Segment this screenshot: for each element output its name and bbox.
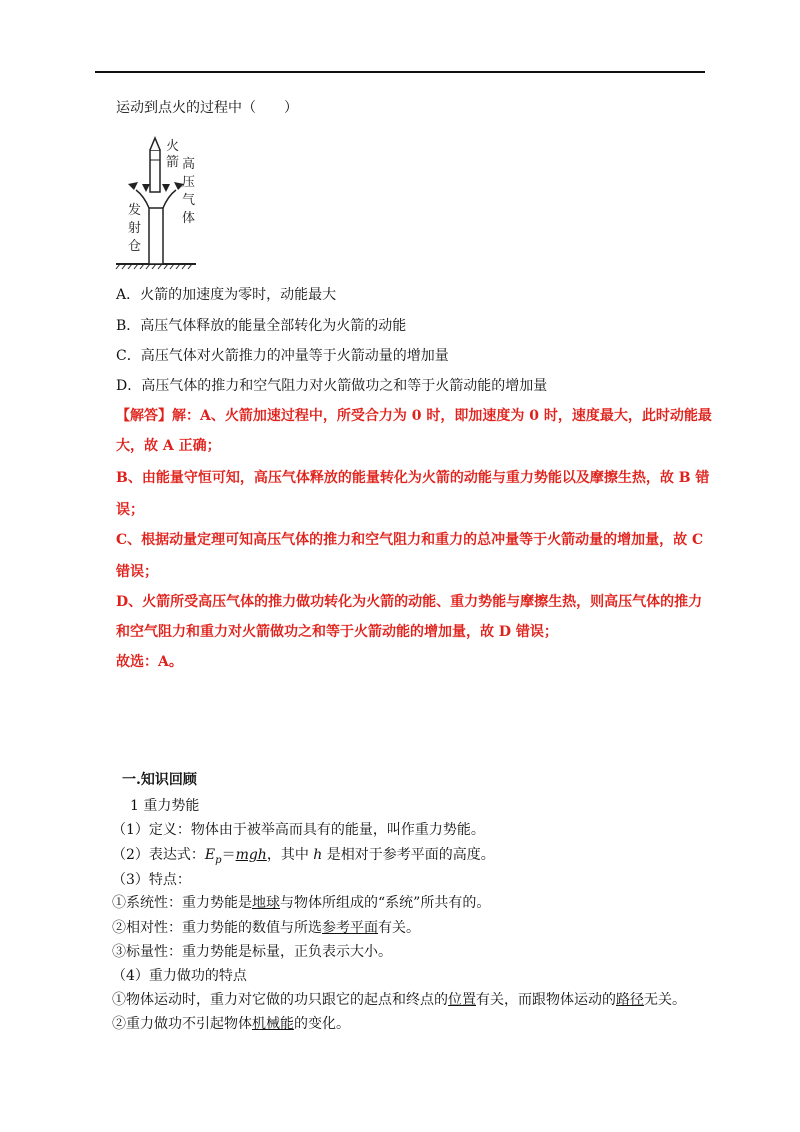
answer-line-8: 和空气阻力和重力对火箭做功之和等于火箭动能的增加量，故 D 错误； bbox=[116, 624, 558, 640]
formula-mgh: mgh bbox=[235, 847, 267, 863]
features-line: （3）特点： bbox=[112, 872, 191, 888]
work-heading: （4）重力做功的特点 bbox=[112, 968, 247, 984]
answer-line-4: 误； bbox=[116, 502, 144, 518]
answer-line-3: B、由能量守恒可知，高压气体释放的能量转化为火箭的动能与重力势能以及摩擦生热，故 B 错 bbox=[116, 470, 710, 486]
rocket-body bbox=[150, 150, 160, 192]
label-rocket-2: 箭 bbox=[166, 155, 180, 170]
answer-line-9: 故选：A。 bbox=[116, 654, 183, 670]
work-2: ②重力做功不引起物体机械能的变化。 bbox=[112, 1016, 350, 1032]
section-heading: 一.知识回顾 bbox=[122, 772, 197, 788]
launch-chamber bbox=[149, 208, 163, 264]
answer-line-1: 【解答】解：A、火箭加速过程中，所受合力为 0 时，即加速度为 0 时，速度最大，此时动能最 bbox=[116, 408, 712, 424]
label-chamber-1: 发 bbox=[128, 203, 142, 218]
option-c: C．高压气体对火箭推力的冲量等于火箭动量的增加量 bbox=[116, 348, 449, 364]
work-1: ①物体运动时，重力对它做的功只跟它的起点和终点的位置有关，而跟物体运动的路径无关。 bbox=[112, 992, 686, 1008]
rocket-diagram bbox=[114, 130, 204, 270]
definition-line: （1）定义：物体由于被举高而具有的能量，叫作重力势能。 bbox=[112, 822, 485, 838]
feature-3: ③标量性：重力势能是标量，正负表示大小。 bbox=[112, 944, 392, 960]
answer-line-2: 大，故 A 正确； bbox=[116, 438, 221, 454]
formula-ep: E bbox=[204, 847, 216, 863]
header-rule bbox=[95, 71, 705, 73]
label-gas-4: 体 bbox=[182, 211, 196, 226]
label-chamber-3: 仓 bbox=[128, 239, 142, 254]
label-gas-2: 压 bbox=[182, 175, 196, 190]
answer-line-6: 错误； bbox=[116, 564, 158, 580]
label-gas-1: 高 bbox=[182, 157, 196, 172]
rocket-launch-figure bbox=[114, 130, 200, 270]
expression-line: （2）表达式：$E_p=mgh$，其中 h 是相对于参考平面的高度。 bbox=[112, 847, 495, 866]
label-rocket-1: 火 bbox=[166, 139, 180, 154]
option-d: D．高压气体的推力和空气阻力对火箭做功之和等于火箭动能的增加量 bbox=[116, 378, 548, 394]
option-a: A．火箭的加速度为零时，动能最大 bbox=[116, 287, 337, 303]
label-gas-3: 气 bbox=[182, 193, 196, 208]
answer-line-7: D、火箭所受高压气体的推力做功转化为火箭的动能、重力势能与摩擦生热，则高压气体的推力 bbox=[116, 594, 703, 610]
answer-line-5: C、根据动量定理可知高压气体的推力和空气阻力和重力的总冲量等于火箭动量的增加量，故 C bbox=[116, 532, 704, 548]
label-chamber-2: 射 bbox=[128, 221, 142, 236]
feature-2: ②相对性：重力势能的数值与所选参考平面有关。 bbox=[112, 920, 420, 936]
feature-1: ①系统性：重力势能是地球与物体所组成的“系统”所共有的。 bbox=[112, 895, 491, 911]
answer-tag: 【解答】 bbox=[116, 408, 172, 424]
rocket-nose bbox=[150, 138, 160, 150]
option-b: B．高压气体释放的能量全部转化为火箭的动能 bbox=[116, 318, 407, 334]
question-stem: 运动到点火的过程中（ ） bbox=[116, 100, 298, 116]
subsection-title: 1 重力势能 bbox=[130, 798, 200, 814]
